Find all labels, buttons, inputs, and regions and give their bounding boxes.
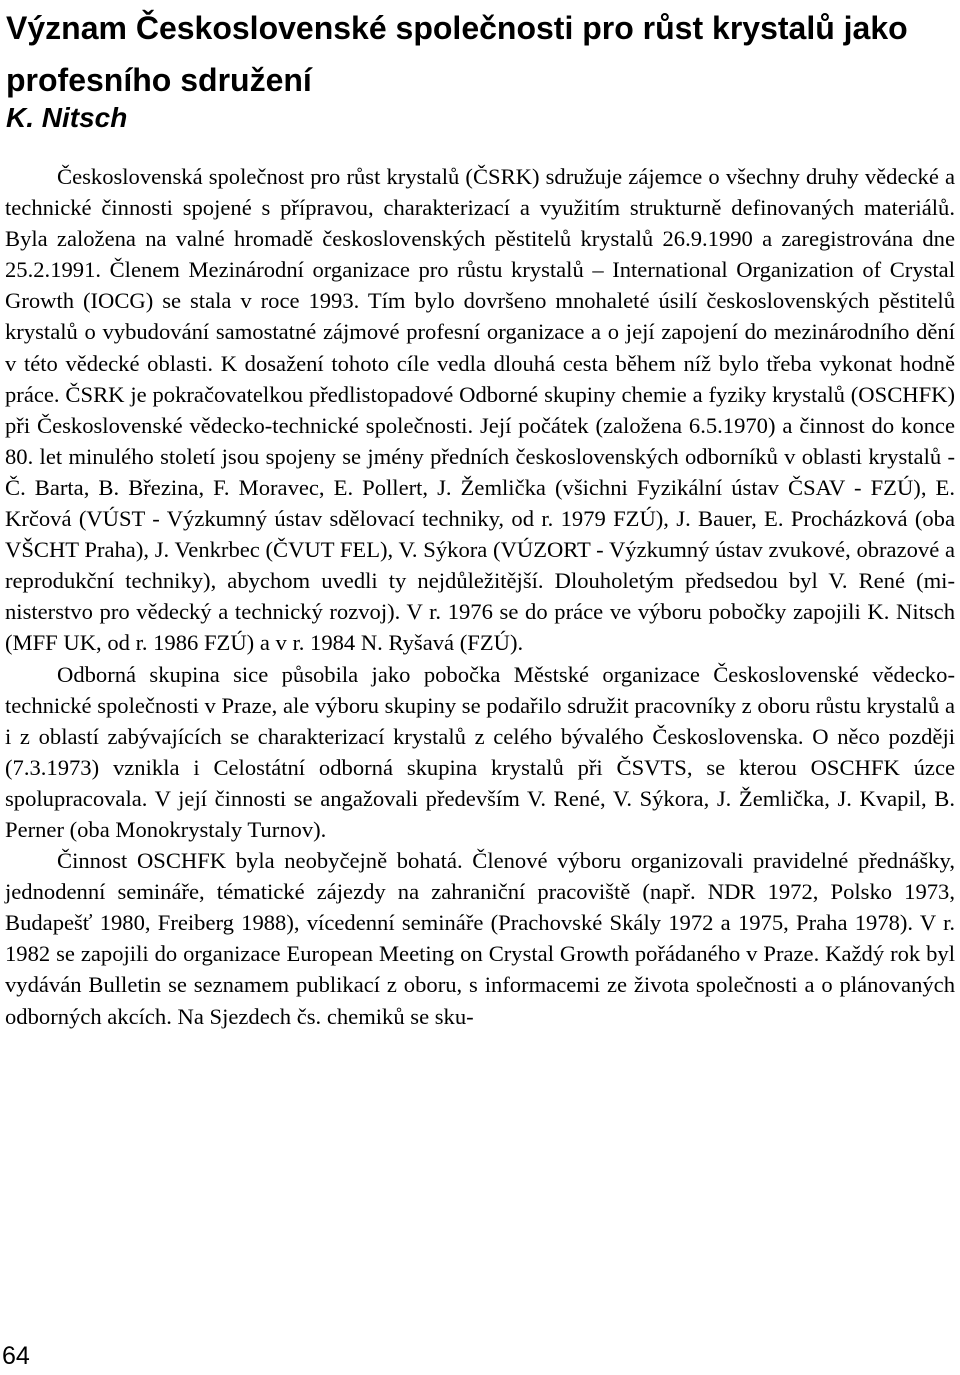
- paragraph-3: Činnost OSCHFK byla neobyčejně bohatá. Členové výboru organizovali pravidelné přednášky, jednodenní semináře, tématické zájezdy na zahraniční pracoviště (např. NDR 1972, Polsko 1973, Budapešť 1980, Freiberg 1988), vícedenní semináře (Prachovské Skály 1972 a 1975, Praha 1978). V r. 1982 se zapojili do organizace European Meeting on Crystal Growth pořádaného v Praze. Každý rok byl vydáván Bulletin se seznamem publikací z oboru, s informacemi ze života společnosti a o plánovaných odborných akcích. Na Sjezdech čs. chemiků se sku-: [5, 848, 955, 1029]
- article-title: Význam Československé společnosti pro růst krystalů jako profesního sdružení: [6, 10, 908, 98]
- article-author: K. Nitsch: [6, 102, 128, 133]
- article-body: [5, 161, 955, 1032]
- paragraph-1: Československá společnost pro růst krystalů (ČSRK) sdružuje zájemce o všechny druhy vědecké a technické činnosti spojené s přípravou, charakterizací a využitím strukturně definovaných materiálů. Byla založena na valné hromadě československých pěstitelů krystalů 26.9.1990 a zaregistrována dne 25.2.1991. Členem Mezinárodní organizace pro růstu krystalů – International Organization of Crystal Growth (IOCG) se stala v roce 1993. Tím bylo dovršeno mnohaleté úsilí československých pěstitelů krystalů o vybudování samostatné zájmové profesní organizace a o její zapojení do mezinárodního dění v této vědecké oblasti. K dosažení tohoto cíle vedla dlouhá cesta během níž bylo třeba vykonat hodně práce. ČSRK je pokračovatelkou předlistopadové Odborné skupiny chemie a fyziky krystalů (OSCHFK) při Československé vědecko-technické společnosti. Její počátek (založena 6.5.1970) a činnost do konce 80. let minulého století jsou spojeny se jmény předních československých odborníků v oblasti krystalů - Č. Barta, B. Březina, F. Moravec, E. Pollert, J. Žemlička (všichni Fyzikální ústav ČSAV - FZÚ), E. Krčová (VÚST - Výzkumný ústav sdělovací techniky, od r. 1979 FZÚ), J. Bauer, E. Procházková (oba VŠCHT Praha), J. Venkrbec (ČVUT FEL), V. Sýkora (VÚZORT - Výzkumný ústav zvukové, obrazové a reprodukční techniky), abychom uvedli ty nejdůležitější. Dlouholetým předsedou byl V. René (ministerstvo pro vědecký a technický rozvoj). V r. 1976 se do práce ve výboru pobočky zapojili K. Nitsch (MFF UK, od r. 1986 FZÚ) a v r. 1984 N. Ryšavá (FZÚ).: [5, 164, 955, 656]
- page-number: 64: [2, 1342, 30, 1370]
- paragraph-2: Odborná skupina sice působila jako pobočka Městské organizace Československé vědecko-technické společnosti v Praze, ale výboru skupiny se podařilo sdružit pracovníky z oboru růstu krystalů a i z oblastí zabývajících se charakterizací krystalů z celého bývalého Československa. O něco později (7.3.1973) vznikla i Celostátní odborná skupina krystalů při ČSVTS, se kterou OSCHFK úzce spolupracovala. V její činnosti se angažovali především V. René, V. Sýkora, J. Žemlička, J. Kvapil, B. Perner (oba Monokrystaly Turnov).: [5, 661, 955, 842]
